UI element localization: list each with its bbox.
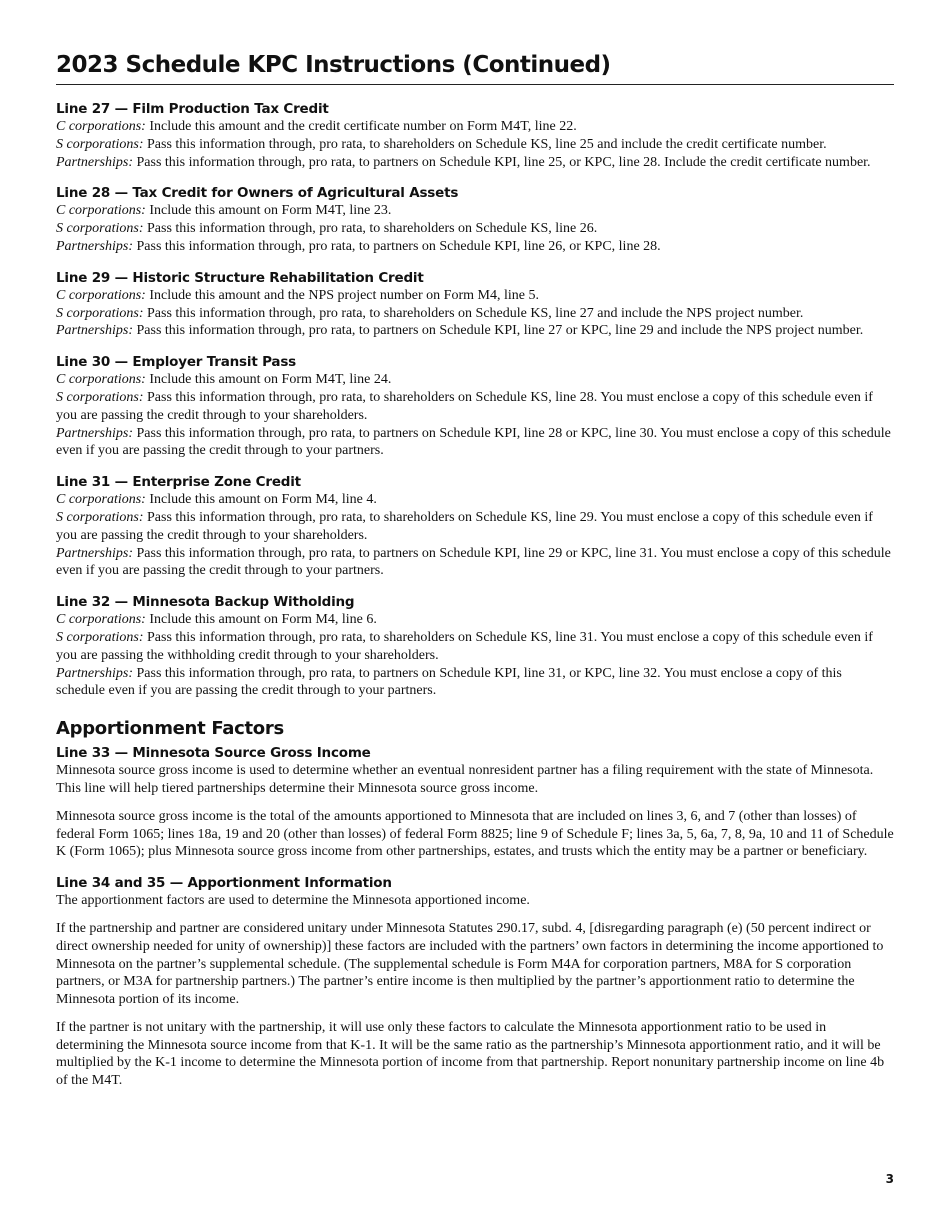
entity-text: Pass this information through, pro rata, to partners on Schedule KPI, line 27 or KPC, line 29 and include the NPS project number. — [133, 323, 864, 339]
entity-text: Pass this information through, pro rata, to partners on Schedule KPI, line 25, or KPC, line 28. Include the credit certificate number. — [133, 154, 871, 170]
entity-label: S corporations: — [56, 509, 144, 525]
entity-label: Partnerships: — [56, 665, 133, 681]
line-28-heading: Line 28 — Tax Credit for Owners of Agricultural Assets — [56, 185, 459, 202]
line-31-c-corp — [56, 491, 894, 509]
line-33-paragraph: Minnesota source gross income is used to determine whether an eventual nonresident partner has a filing requirement with the state of Minnesota. This line will help tiered partnerships determine their Minnesota source gross income. — [56, 763, 874, 796]
entity-text: Include this amount on Form M4T, line 24. — [145, 372, 392, 388]
line-29-heading: Line 29 — Historic Structure Rehabilitation Credit — [56, 269, 424, 286]
entity-text: Pass this information through, pro rata, to shareholders on Schedule KS, line 29. You must enclose a copy of this schedule even if you are passing the credit through to your shareholders. — [56, 509, 873, 543]
entity-text: Include this amount and the NPS project number on Form M4, line 5. — [145, 287, 539, 303]
line-30-s-corp — [56, 389, 894, 425]
line-33-heading: Line 33 — Minnesota Source Gross Income — [56, 745, 371, 762]
line-27-s-corp — [56, 136, 894, 154]
entity-label: C corporations: — [56, 492, 146, 508]
line-34-35-paragraph: If the partner is not unitary with the partnership, it will use only these factors to calculate the Minnesota apportionment ratio to be used in determining the Minnesota source income from that K-1. It will be the same ratio as the partnership’s Minnesota apportionment ratio, and it will be multiplied by the K-1 income to determine the Minnesota portion of income from that partnership. Report nonunitary partnership income on line 4b of the M4T. — [56, 1019, 885, 1089]
entity-label: C corporations: — [56, 287, 146, 303]
line-30-section — [56, 354, 894, 460]
entity-label: S corporations: — [56, 305, 144, 321]
line-30-heading: Line 30 — Employer Transit Pass — [56, 354, 296, 371]
entity-label: S corporations: — [56, 136, 144, 152]
entity-text: Include this amount on Form M4, line 6. — [145, 612, 377, 628]
line-31-s-corp — [56, 509, 894, 545]
page-title: 2023 Schedule KPC Instructions (Continued) — [56, 52, 894, 85]
entity-label: Partnerships: — [56, 425, 133, 441]
entity-label: C corporations: — [56, 203, 146, 219]
line-32-heading: Line 32 — Minnesota Backup Witholding — [56, 594, 355, 611]
line-29-c-corp — [56, 287, 894, 305]
entity-text: Pass this information through, pro rata, to shareholders on Schedule KS, line 25 and include the credit certificate number. — [143, 136, 827, 152]
entity-label: Partnerships: — [56, 323, 133, 339]
entity-label: C corporations: — [56, 119, 146, 134]
line-30-partnerships — [56, 425, 894, 461]
entity-text: Pass this information through, pro rata, to partners on Schedule KPI, line 29 or KPC, line 31. You must enclose a copy of this schedule even if you are passing the credit through to your partners. — [56, 545, 891, 579]
line-29-s-corp — [56, 305, 894, 323]
line-29-partnerships — [56, 322, 894, 340]
line-34-35-section — [56, 875, 894, 1090]
entity-label: S corporations: — [56, 629, 144, 645]
document-page — [56, 0, 894, 1090]
entity-label: S corporations: — [56, 389, 144, 405]
line-34-35-paragraph: The apportionment factors are used to determine the Minnesota apportioned income. — [56, 893, 530, 909]
line-28-partnerships — [56, 238, 894, 256]
entity-label: C corporations: — [56, 612, 146, 628]
entity-text: Include this amount on Form M4, line 4. — [145, 492, 377, 508]
line-31-partnerships — [56, 545, 894, 581]
entity-label: C corporations: — [56, 372, 146, 388]
entity-text: Include this amount on Form M4T, line 23. — [145, 203, 392, 219]
line-27-heading: Line 27 — Film Production Tax Credit — [56, 101, 329, 117]
page-number: 3 — [885, 1172, 894, 1186]
entity-text: Pass this information through, pro rata, to shareholders on Schedule KS, line 27 and include the NPS project number. — [143, 305, 804, 321]
apportionment-factors — [56, 718, 894, 1090]
line-27-partnerships — [56, 154, 894, 172]
entity-label: Partnerships: — [56, 238, 133, 254]
line-32-partnerships — [56, 665, 894, 701]
line-29-section — [56, 270, 894, 340]
line-28-s-corp — [56, 220, 894, 238]
line-34-35-paragraph: If the partnership and partner are considered unitary under Minnesota Statutes 290.17, subd. 4, [disregarding paragraph (e) (50 percent indirect or direct ownership needed for unity of ownership)] these factors are included with the partners’ own factors in determining the income apportioned to Minnesota on the partner’s supplemental schedule. (The supplemental schedule is Form M4A for corporation partners, M8A for S corporation partners, or M3A for partnership partners.) The partner’s entire income is then multiplied by the partner’s apportionment ratio to determine the Minnesota portion of its income. — [56, 920, 884, 1008]
line-31-section — [56, 474, 894, 580]
line-32-c-corp — [56, 611, 894, 629]
line-31-heading: Line 31 — Enterprise Zone Credit — [56, 474, 301, 491]
entity-text: Pass this information through, pro rata, to shareholders on Schedule KS, line 31. You must enclose a copy of this schedule even if you are passing the withholding credit through to your shareholders. — [56, 629, 873, 663]
entity-text: Pass this information through, pro rata, to partners on Schedule KPI, line 31, or KPC, line 32. You must enclose a copy of this schedule even if you are passing the credit through to your partners. — [56, 665, 842, 699]
entity-text: Pass this information through, pro rata, to shareholders on Schedule KS, line 28. You must enclose a copy of this schedule even if you are passing the credit through to your shareholders. — [56, 389, 873, 423]
entity-text: Pass this information through, pro rata, to partners on Schedule KPI, line 28 or KPC, line 30. You must enclose a copy of this schedule even if you are passing the credit through to your partners. — [56, 425, 891, 459]
line-34-35-heading: Line 34 and 35 — Apportionment Information — [56, 875, 392, 892]
line-28-section — [56, 185, 894, 255]
line-30-c-corp — [56, 371, 894, 389]
line-32-s-corp — [56, 629, 894, 665]
line-27-c-corp — [56, 118, 894, 136]
line-28-c-corp — [56, 202, 894, 220]
apportionment-heading: Apportionment Factors — [56, 718, 284, 740]
line-33-paragraph: Minnesota source gross income is the total of the amounts apportioned to Minnesota that are included on lines 3, 6, and 7 (other than losses) of federal Form 1065; lines 18a, 19 and 20 (other than losses) of federal Form 8825; line 9 of Schedule F; lines 3a, 5, 6a, 7, 8, 9a, 10 and 11 of Schedule K (Form 1065); plus Minnesota source gross income from other partnerships, estates, and trusts which the entity may be a partner or beneficiary. — [56, 808, 894, 860]
entity-text: Include this amount and the credit certificate number on Form M4T, line 22. — [145, 119, 577, 134]
entity-label: Partnerships: — [56, 154, 133, 170]
entity-text: Pass this information through, pro rata, to partners on Schedule KPI, line 26, or KPC, line 28. — [133, 238, 661, 254]
entity-text: Pass this information through, pro rata, to shareholders on Schedule KS, line 26. — [143, 221, 598, 237]
line-33-section — [56, 745, 894, 861]
line-32-section — [56, 594, 894, 700]
line-27-section — [56, 101, 894, 171]
entity-label: Partnerships: — [56, 545, 133, 561]
entity-label: S corporations: — [56, 221, 144, 237]
